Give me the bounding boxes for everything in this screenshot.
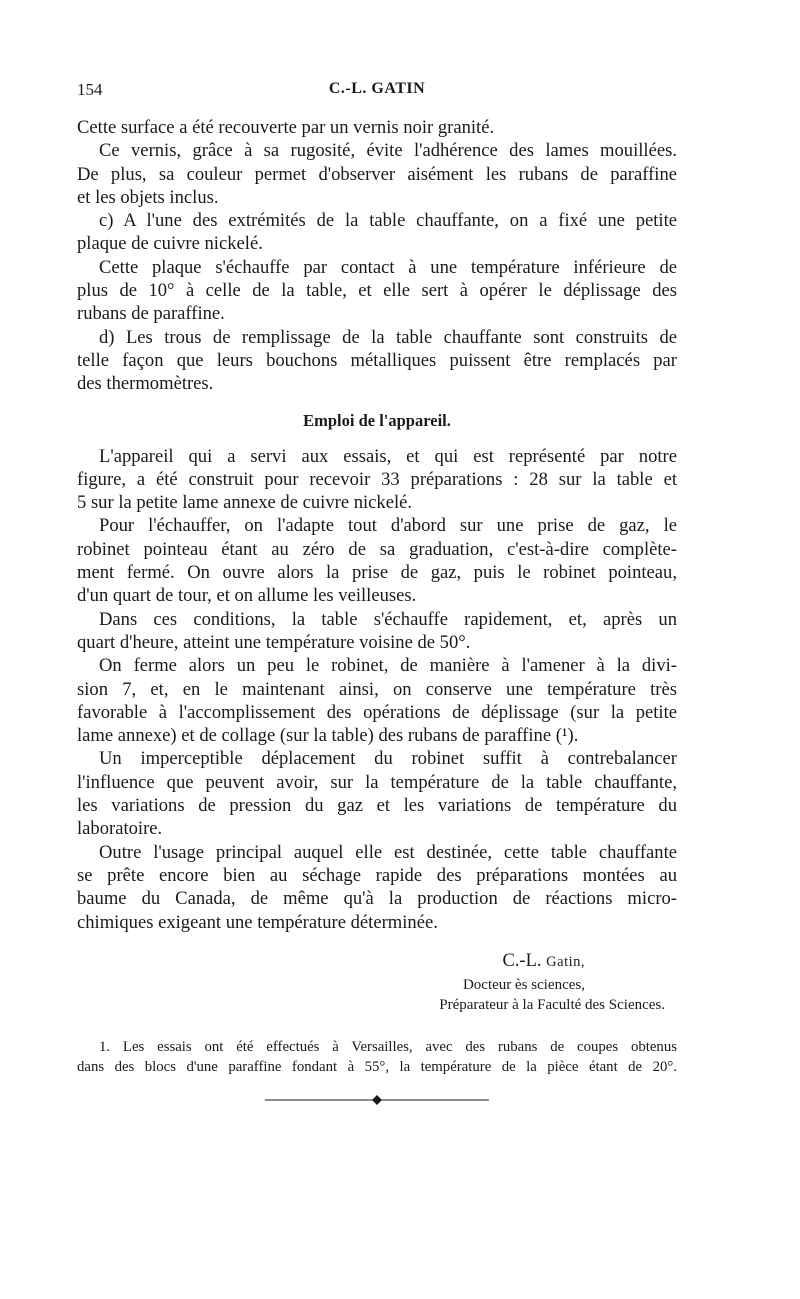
footnote-line: dans des blocs d'une paraffine fondant à 55°, la température de la pièce étant de 20°. <box>77 1059 677 1076</box>
footnote <box>77 1015 677 1078</box>
section-title: Emploi de l'appareil. <box>303 410 451 430</box>
text-line: De plus, sa couleur permet d'observer aisément les rubans de paraffine <box>77 163 677 185</box>
text-line: 5 sur la petite lame annexe de cuivre nickelé. <box>77 492 413 514</box>
text-line: plus de 10° à celle de la table, et elle sert à opérer le déplissage des <box>77 280 677 302</box>
signature-initials: C.-L. <box>502 950 542 971</box>
text-line: c) A l'une des extrémités de la table chauffante, on a fixé une petite <box>99 210 677 232</box>
text-line: d'un quart de tour, et on allume les veilleuses. <box>77 585 417 607</box>
text-line: Pour l'échauffer, on l'adapte tout d'abord sur une prise de gaz, le <box>99 515 677 537</box>
text-line: Un imperceptible déplacement du robinet suffit à contrebalancer <box>99 748 677 770</box>
text-line: ment fermé. On ouvre alors la prise de gaz, puis le robinet pointeau, <box>77 562 677 584</box>
text-line: lame annexe) et de collage (sur la table) des rubans de paraffine (¹). <box>77 725 579 747</box>
text-line: Cette plaque s'échauffe par contact à une température inférieure de <box>99 256 677 278</box>
signature-title: Préparateur à la Faculté des Sciences. <box>439 996 665 1013</box>
text-line: l'influence que peuvent avoir, sur la température de la table chauffante, <box>77 771 677 793</box>
signature-name <box>77 948 585 975</box>
signature <box>77 934 677 1015</box>
text-line: quart d'heure, atteint une température voisine de 50°. <box>77 631 471 653</box>
text-line: sion 7, et, en le maintenant ainsi, on conserve une température très <box>77 678 677 700</box>
text-line: plaque de cuivre nickelé. <box>77 233 263 255</box>
text-line: figure, a été construit pour recevoir 33 préparations : 28 sur la table et <box>77 468 677 490</box>
text-line: Cette surface a été recouverte par un vernis noir granité. <box>77 117 495 138</box>
text-line: favorable à l'accomplissement des opérations de déplissage (sur la petite <box>77 701 677 723</box>
footnote-line: 1. Les essais ont été effectués à Versailles, avec des rubans de coupes obtenus <box>99 1038 677 1055</box>
text-line: les variations de pression du gaz et les variations de température du <box>77 795 677 817</box>
running-head: C.-L. GATIN <box>328 80 426 97</box>
signature-surname: Gatin, <box>546 953 585 970</box>
text-line: d) Les trous de remplissage de la table chauffante sont construits de <box>99 326 677 348</box>
text-line: laboratoire. <box>77 818 163 840</box>
text-line: robinet pointeau étant au zéro de sa graduation, c'est-à-dire complète- <box>77 538 677 560</box>
text-line: On ferme alors un peu le robinet, de manière à l'amener à la divi- <box>99 655 677 677</box>
diamond-rule-icon <box>265 1094 489 1106</box>
page-header <box>77 80 677 102</box>
text-line: L'appareil qui a servi aux essais, et qui est représenté par notre <box>99 445 677 467</box>
text-line: Dans ces conditions, la table s'échauffe rapidement, et, après un <box>99 608 677 630</box>
text-line: telle façon que leurs bouchons métalliques puissent être remplacés par <box>77 349 677 371</box>
text-line: et les objets inclus. <box>77 186 219 208</box>
body-text <box>77 116 677 1078</box>
signature-degree: Docteur ès sciences, <box>462 976 585 993</box>
text-line: se prête encore bien au séchage rapide des préparations montées au <box>77 864 677 886</box>
text-line: Ce vernis, grâce à sa rugosité, évite l'adhérence des lames mouillées. <box>99 140 677 162</box>
section-description <box>77 116 677 396</box>
end-ornament <box>265 1093 489 1105</box>
text-line: des thermomètres. <box>77 373 214 395</box>
text-line: Outre l'usage principal auquel elle est destinée, cette table chauffante <box>99 841 677 863</box>
page-number: 154 <box>77 80 103 99</box>
section-usage <box>77 445 677 934</box>
text-line: rubans de paraffine. <box>77 303 225 325</box>
text-line: baume du Canada, de même qu'à la production de réactions micro- <box>77 888 677 910</box>
text-line: chimiques exigeant une température déterminée. <box>77 911 438 933</box>
